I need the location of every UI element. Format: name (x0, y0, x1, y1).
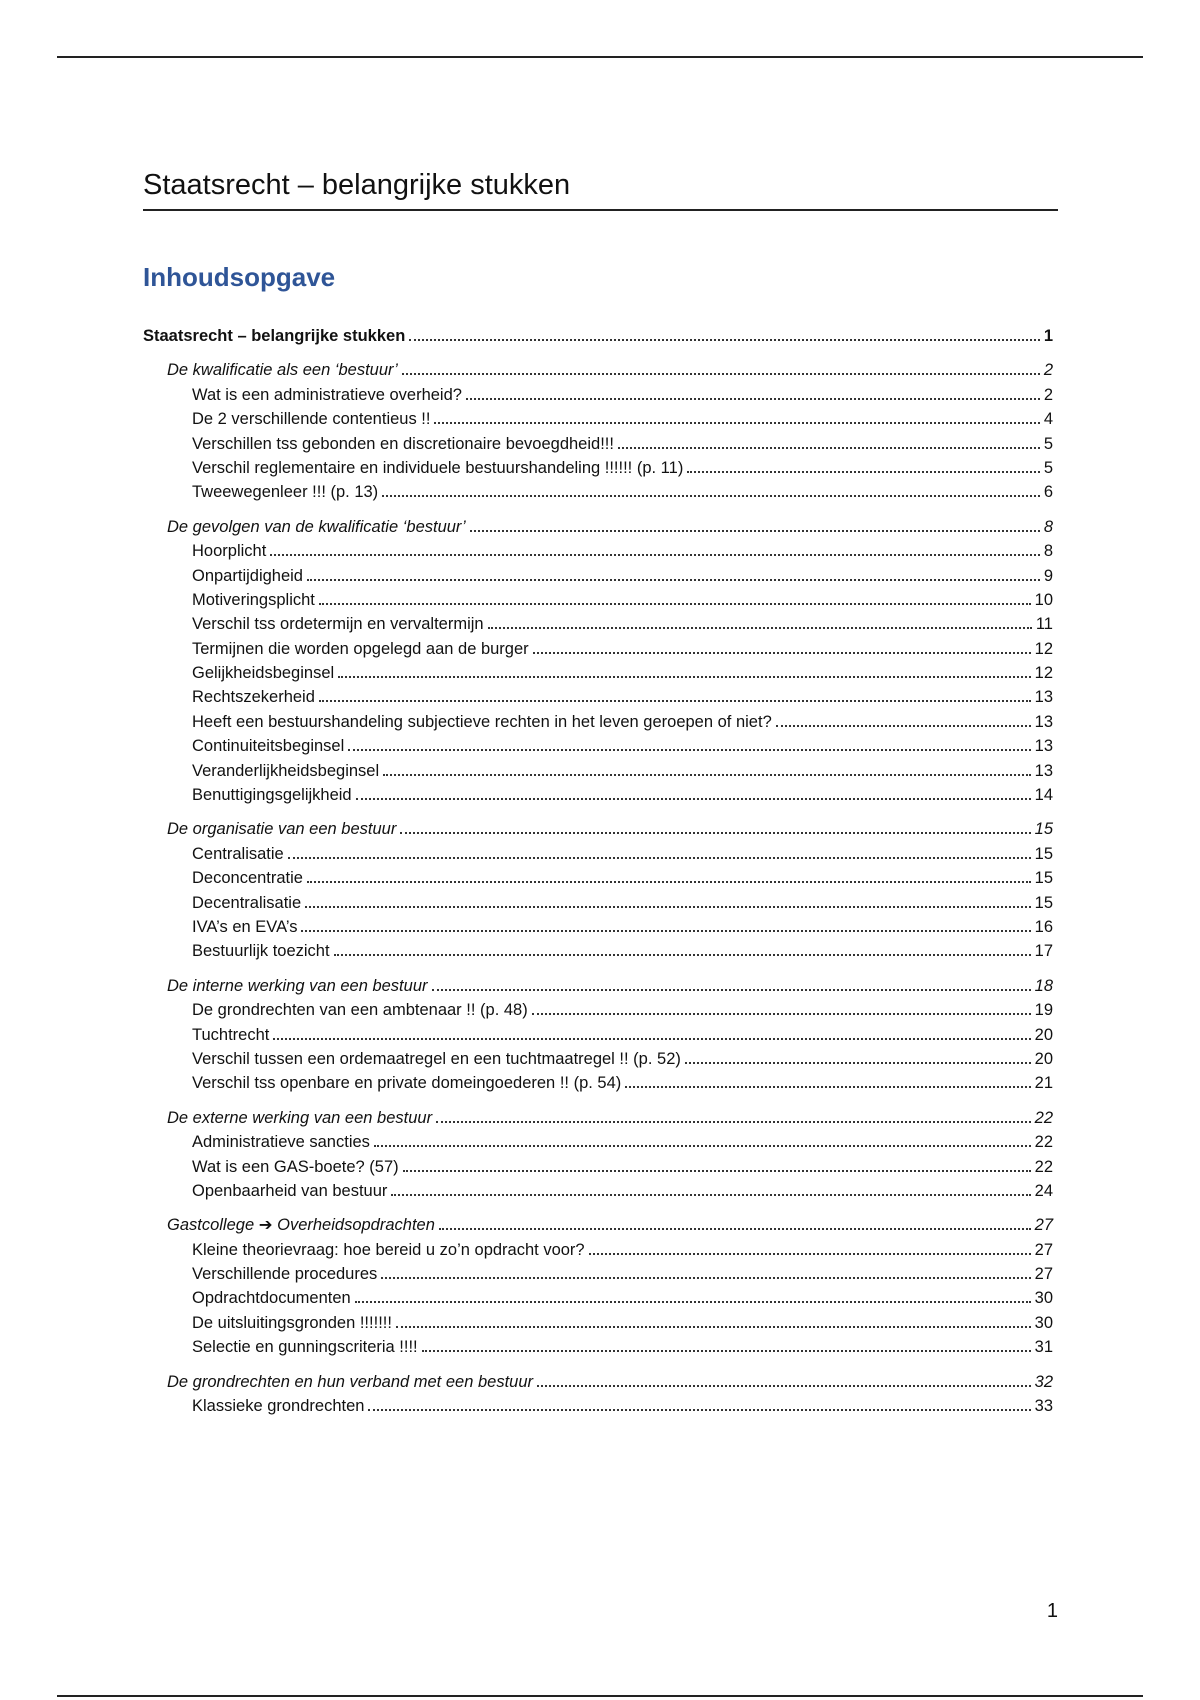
toc-entry-page: 1 (1043, 327, 1053, 345)
dot-leader (301, 930, 1030, 932)
toc-subsection[interactable] (143, 1071, 1058, 1095)
toc-entry-label: De organisatie van een bestuur (167, 820, 397, 839)
toc-entry-page: 5 (1043, 434, 1053, 453)
dot-leader (319, 603, 1031, 605)
toc-subsection[interactable] (143, 685, 1058, 709)
dot-leader (432, 989, 1031, 991)
toc-entry-page: 15 (1034, 893, 1053, 912)
toc-entry-label: Tweewegenleer !!! (p. 13) (192, 483, 379, 502)
toc-entry-page: 30 (1034, 1313, 1053, 1332)
toc-subsection[interactable] (143, 407, 1058, 431)
toc-entry-page: 33 (1034, 1397, 1053, 1416)
toc-entry-page: 8 (1043, 542, 1053, 561)
toc-entry-label: Motiveringsplicht (192, 590, 315, 609)
dot-leader (537, 1385, 1031, 1387)
toc-entry-label: Klassieke grondrechten (192, 1397, 365, 1416)
toc-subsection[interactable] (143, 383, 1058, 407)
toc-entry-page: 22 (1034, 1157, 1053, 1176)
toc-entry-label: Centralisatie (192, 844, 284, 863)
toc-entry-page: 20 (1034, 1049, 1053, 1068)
toc-entry-page: 27 (1034, 1216, 1053, 1235)
toc-entry-label: Staatsrecht – belangrijke stukken (143, 327, 406, 345)
dot-leader (436, 1121, 1031, 1123)
toc-entry-label: Wat is een GAS-boete? (57) (192, 1157, 399, 1176)
toc-entry-label: Selectie en gunningscriteria !!!! (192, 1338, 418, 1357)
dot-leader (273, 1038, 1030, 1040)
toc-subsection[interactable] (143, 456, 1058, 480)
dot-leader (403, 1170, 1031, 1172)
dot-leader (400, 832, 1030, 834)
toc-entry-page: 27 (1034, 1240, 1053, 1259)
dot-leader (488, 627, 1032, 629)
dot-leader (288, 857, 1031, 859)
toc-entry-label: De 2 verschillende contentieus !! (192, 410, 431, 429)
toc-subsection[interactable] (143, 1311, 1058, 1335)
toc-entry-page: 22 (1034, 1133, 1053, 1152)
dot-leader (270, 554, 1040, 556)
toc-entry-page: 9 (1043, 566, 1053, 585)
toc-entry-label: De interne werking van een bestuur (167, 976, 428, 995)
toc-entry-label: Gastcollege ➔ Overheidsopdrachten (167, 1216, 435, 1235)
dot-leader (687, 471, 1040, 473)
dot-leader (396, 1326, 1031, 1328)
toc-entry-page: 13 (1034, 712, 1053, 731)
toc-entry-label: Termijnen die worden opgelegd aan de burger (192, 639, 529, 658)
document-title: Staatsrecht – belangrijke stukken (143, 168, 1058, 211)
toc-entry-page: 31 (1034, 1338, 1053, 1357)
dot-leader (383, 774, 1031, 776)
toc-subsection[interactable] (143, 432, 1058, 456)
dot-leader (307, 579, 1040, 581)
dot-leader (439, 1228, 1031, 1230)
toc-entry-page: 19 (1034, 1001, 1053, 1020)
toc-entry-page: 12 (1034, 639, 1053, 658)
toc-subsection[interactable] (143, 1047, 1058, 1071)
toc-subsection[interactable] (143, 1262, 1058, 1286)
dot-leader (338, 676, 1030, 678)
toc-section[interactable] (143, 358, 1058, 382)
toc-entry-page: 13 (1034, 688, 1053, 707)
toc-entry-label: Gelijkheidsbeginsel (192, 664, 335, 683)
toc-entry-page: 18 (1034, 976, 1053, 995)
toc-subsection[interactable] (143, 939, 1058, 963)
toc-entry-page: 27 (1034, 1265, 1053, 1284)
toc-entry-label: Heeft een bestuurshandeling subjectieve rechten in het leven geroepen of niet? (192, 712, 772, 731)
toc-entry-label: Verschillende procedures (192, 1265, 378, 1284)
toc-subsection[interactable] (143, 661, 1058, 685)
toc-entry-page: 21 (1034, 1074, 1053, 1093)
toc-entry-page: 20 (1034, 1025, 1053, 1044)
toc-entry-label: Verschil tss ordetermijn en vervaltermijn (192, 615, 484, 634)
toc-entry-label: Benuttigingsgelijkheid (192, 786, 352, 805)
toc-subsection[interactable] (143, 1130, 1058, 1154)
toc-entry-label: Onpartijdigheid (192, 566, 303, 585)
dot-leader (368, 1409, 1030, 1411)
toc-entry-label: De grondrechten van een ambtenaar !! (p. 48) (192, 1001, 528, 1020)
toc-entry-label: Openbaarheid van bestuur (192, 1181, 388, 1200)
toc-subsection[interactable] (143, 1023, 1058, 1047)
toc-subsection[interactable] (143, 783, 1058, 807)
toc-entry-page: 12 (1034, 664, 1053, 683)
dot-leader (307, 881, 1031, 883)
toc-entry-page: 32 (1034, 1372, 1053, 1391)
toc-entry-page: 22 (1034, 1108, 1053, 1127)
dot-leader (382, 495, 1040, 497)
toc-subsection[interactable] (143, 1286, 1058, 1310)
toc-subsection[interactable] (143, 1179, 1058, 1203)
toc-heading: Inhoudsopgave (143, 262, 336, 292)
toc-subsection[interactable] (143, 891, 1058, 915)
toc-section[interactable] (143, 515, 1058, 539)
toc-subsection[interactable] (143, 637, 1058, 661)
dot-leader (348, 749, 1030, 751)
toc-subsection[interactable] (143, 998, 1058, 1022)
toc-subsection[interactable] (143, 710, 1058, 734)
footer-rule (57, 1695, 1143, 1697)
dot-leader (532, 1013, 1031, 1015)
toc-subsection[interactable] (143, 539, 1058, 563)
toc-section[interactable] (143, 1106, 1058, 1130)
dot-leader (319, 700, 1031, 702)
dot-leader (533, 652, 1031, 654)
toc-subsection[interactable] (143, 866, 1058, 890)
toc-subsection[interactable] (143, 1238, 1058, 1262)
toc-subsection[interactable] (143, 734, 1058, 758)
toc-entry-page: 2 (1043, 361, 1053, 380)
toc-subsection[interactable] (143, 1335, 1058, 1359)
toc-entry-label: Tuchtrecht (192, 1025, 270, 1044)
dot-leader (776, 725, 1031, 727)
dot-leader (589, 1253, 1031, 1255)
dot-leader (334, 954, 1031, 956)
toc-subsection[interactable] (143, 612, 1058, 636)
dot-leader (618, 447, 1040, 449)
toc-subsection[interactable] (143, 759, 1058, 783)
toc-subsection[interactable] (143, 1155, 1058, 1179)
toc-entry-page: 11 (1035, 615, 1053, 634)
toc-section[interactable] (143, 817, 1058, 841)
toc-entry-label: Verschil reglementaire en individuele bestuurshandeling !!!!!! (p. 11) (192, 458, 684, 477)
table-of-contents (143, 324, 1058, 1418)
toc-entry-page: 2 (1043, 385, 1053, 404)
toc-entry-page: 6 (1043, 483, 1053, 502)
toc-entry-page: 8 (1043, 517, 1053, 536)
dot-leader (625, 1086, 1030, 1088)
toc-entry-page: 16 (1034, 917, 1053, 936)
toc-entry-page: 13 (1034, 737, 1053, 756)
toc-entry-page: 30 (1034, 1289, 1053, 1308)
toc-subsection[interactable] (143, 915, 1058, 939)
dot-leader (356, 798, 1031, 800)
dot-leader (434, 422, 1039, 424)
toc-entry-page: 17 (1034, 942, 1053, 961)
page-number: 1 (1046, 1600, 1058, 1622)
toc-subsection[interactable] (143, 480, 1058, 504)
toc-entry-label: Veranderlijkheidsbeginsel (192, 761, 380, 780)
toc-entry-label: Opdrachtdocumenten (192, 1289, 351, 1308)
toc-entry-page: 4 (1043, 410, 1053, 429)
toc-entry-label: Decentralisatie (192, 893, 302, 912)
toc-entry-label: De kwalificatie als een ‘bestuur’ (167, 361, 398, 380)
toc-entry-label: Continuiteitsbeginsel (192, 737, 345, 756)
header-rule (57, 56, 1143, 58)
dot-leader (466, 398, 1040, 400)
toc-subsection[interactable] (143, 588, 1058, 612)
toc-entry-page: 5 (1043, 458, 1053, 477)
toc-entry-page: 14 (1034, 786, 1053, 805)
toc-entry-top[interactable] (143, 324, 1058, 348)
toc-entry-label: De externe werking van een bestuur (167, 1108, 433, 1127)
dot-leader (685, 1062, 1031, 1064)
dot-leader (402, 373, 1040, 375)
toc-entry-label: Verschillen tss gebonden en discretionaire bevoegdheid!!! (192, 434, 614, 453)
toc-entry-page: 15 (1034, 820, 1053, 839)
toc-entry-page: 15 (1034, 869, 1053, 888)
toc-subsection[interactable] (143, 1394, 1058, 1418)
toc-section[interactable] (143, 1370, 1058, 1394)
toc-entry-page: 10 (1034, 590, 1053, 609)
toc-entry-label: De gevolgen van de kwalificatie ‘bestuur’ (167, 517, 466, 536)
toc-section[interactable] (143, 1213, 1058, 1237)
toc-entry-label: Administratieve sancties (192, 1133, 370, 1152)
toc-entry-label: De grondrechten en hun verband met een bestuur (167, 1372, 533, 1391)
dot-leader (305, 906, 1031, 908)
toc-entry-label: Wat is een administratieve overheid? (192, 385, 462, 404)
dot-leader (374, 1145, 1031, 1147)
toc-entry-label: De uitsluitingsgronden !!!!!!! (192, 1313, 392, 1332)
toc-entry-label: Kleine theorievraag: hoe bereid u zo’n opdracht voor? (192, 1240, 585, 1259)
toc-entry-label: IVA’s en EVA’s (192, 917, 298, 936)
dot-leader (470, 530, 1040, 532)
toc-entry-label: Verschil tss openbare en private domeingoederen !! (p. 54) (192, 1074, 622, 1093)
dot-leader (355, 1301, 1031, 1303)
toc-entry-page: 13 (1034, 761, 1053, 780)
dot-leader (422, 1350, 1031, 1352)
toc-subsection[interactable] (143, 842, 1058, 866)
toc-entry-label: Bestuurlijk toezicht (192, 942, 330, 961)
toc-subsection[interactable] (143, 564, 1058, 588)
toc-entry-label: Hoorplicht (192, 542, 267, 561)
toc-entry-label: Deconcentratie (192, 869, 303, 888)
dot-leader (381, 1277, 1030, 1279)
dot-leader (391, 1194, 1030, 1196)
toc-entry-label: Rechtszekerheid (192, 688, 315, 707)
toc-entry-label: Verschil tussen een ordemaatregel en een tuchtmaatregel !! (p. 52) (192, 1049, 681, 1068)
toc-section[interactable] (143, 974, 1058, 998)
toc-entry-page: 15 (1034, 844, 1053, 863)
dot-leader (409, 339, 1040, 341)
toc-entry-page: 24 (1034, 1181, 1053, 1200)
